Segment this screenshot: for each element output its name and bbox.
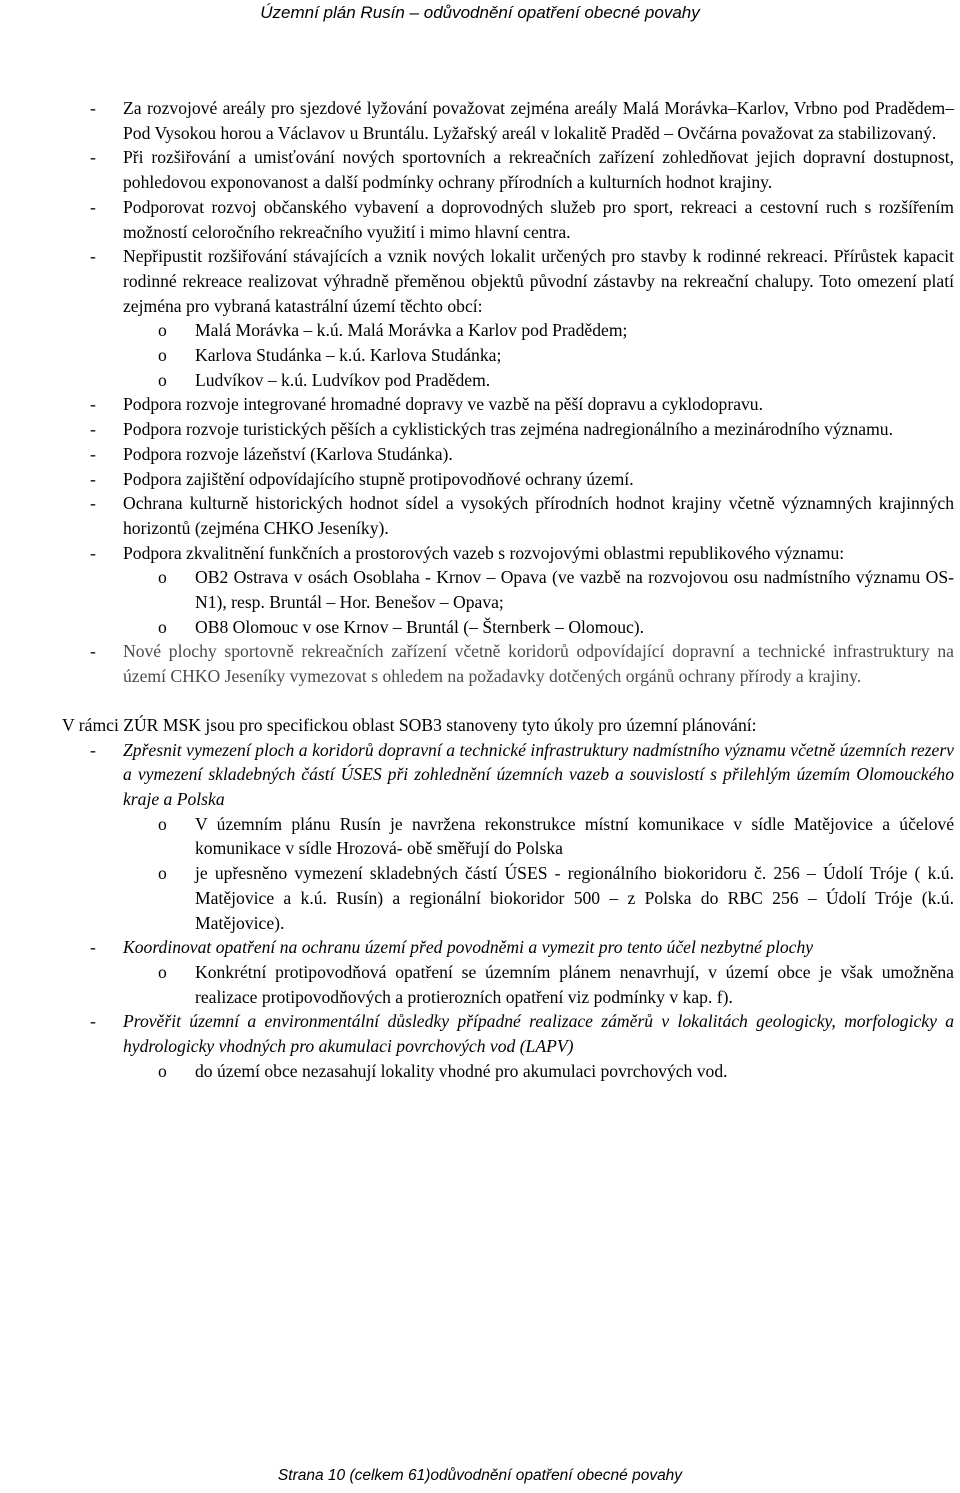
dash-marker: -: [90, 937, 96, 958]
sub-item: [62, 318, 954, 343]
task-item: [62, 738, 954, 812]
item-text: Nepřipustit rozšiřování stávajících a vznik nových lokalit určených pro stavby k rodinné rekreaci. Přírůstek kapacit rodinné rekreace realizovat výhradně přeměnou objektů původní zástavby na rekreační chalupy. Toto omezení platí zejména pro vybraná katastrální území těchto obcí:: [123, 246, 954, 316]
dash-marker: -: [90, 443, 96, 464]
sub-item-text: V územním plánu Rusín je navržena rekonstrukce místní komunikace v sídle Matějovice a účelové komunikace v sídle Hrozová- obě směřují do Polska: [195, 813, 954, 859]
sub-item-text: do území obce nezasahují lokality vhodné pro akumulaci povrchových vod.: [195, 1060, 728, 1081]
item-text: Při rozšiřování a umisťování nových sportovních a rekreačních zařízení zohledňovat jejich dopravní dostupnost, pohledovou exponovanost a další podmínky ochrany přírodních a kulturních hodnot krajiny.: [123, 147, 954, 193]
list-item: [62, 467, 954, 492]
sub-item-text: OB2 Ostrava v osách Osoblaha - Krnov – Opava (ve vazbě na rozvojovou osu nadmístního významu OS-N1), resp. Bruntál – Hor. Benešov – Opava;: [195, 567, 954, 613]
sub-item-text: OB8 Olomouc v ose Krnov – Bruntál (– Šternberk – Olomouc).: [195, 616, 645, 637]
item-text: Podpora rozvoje turistických pěších a cyklistických tras zejména nadregionálního a mezinárodního významu.: [123, 419, 893, 440]
list-item: [62, 244, 954, 318]
item-text: Nové plochy sportovně rekreačních zařízení včetně koridorů odpovídající dopravní a technické infrastruktury na území CHKO Jeseníky vymezovat s ohledem na požadavky dotčených orgánů ochrany přírody a krajiny.: [123, 641, 954, 687]
sub-item: [62, 615, 954, 640]
document-body: [62, 96, 954, 1083]
item-text: Za rozvojové areály pro sjezdové lyžování považovat zejména areály Malá Morávka–Karlov, Vrbno pod Pradědem–Pod Vysokou horou a Václavov u Bruntálu. Lyžařský areál v lokalitě Praděd – Ovčárna považovat za stabilizovaný.: [123, 98, 954, 143]
sub-item-text: Konkrétní protipovodňová opatření se územním plánem nenavrhují, v území obce je však umožněna realizace protipovodňových a protierozních opatření viz podmínky v kap. f).: [195, 961, 954, 1007]
sub-item: [62, 565, 954, 614]
bullet-marker: o: [158, 863, 167, 884]
bullet-marker: o: [158, 961, 167, 982]
sub-item: [62, 960, 954, 1009]
dash-marker: -: [90, 641, 96, 662]
section-intro: V rámci ZÚR MSK jsou pro specifickou oblast SOB3 stanoveny tyto úkoly pro územní plánování:: [62, 714, 757, 735]
item-text: Podporovat rozvoj občanského vybavení a doprovodných služeb pro sport, rekreaci a cestovní ruch s rozšířením možností celoročního rekreačního využití i mimo hlavní centra.: [123, 196, 954, 242]
list-item: [62, 145, 954, 194]
item-text: Podpora rozvoje lázeňství (Karlova Studánka).: [123, 443, 453, 464]
dash-marker: -: [90, 542, 96, 563]
sub-item: [62, 368, 954, 393]
list-item: [62, 417, 954, 442]
list-item: [62, 392, 954, 417]
sub-item: [62, 1059, 954, 1084]
sub-item-text: Karlova Studánka – k.ú. Karlova Studánka;: [195, 345, 502, 366]
task-text: Prověřit územní a environmentální důsledky případné realizace záměrů v lokalitách geologicky, morfologicky a hydrologicky vhodných pro akumulaci povrchových vod (LAPV): [123, 1011, 954, 1057]
dash-marker: -: [90, 196, 96, 217]
list-item: [62, 96, 954, 145]
list-item: [62, 442, 954, 467]
dash-marker: -: [90, 246, 96, 267]
sub-item-text: Ludvíkov – k.ú. Ludvíkov pod Pradědem.: [195, 369, 491, 390]
bullet-marker: o: [158, 813, 167, 834]
dash-marker: -: [90, 98, 96, 118]
list-item: [62, 541, 954, 566]
sub-item: [62, 861, 954, 935]
bullet-marker: o: [158, 320, 167, 341]
list-item: [62, 195, 954, 244]
dash-marker: -: [90, 468, 96, 489]
page-footer: Strana 10 (celkem 61)odůvodnění opatření obecné povahy: [277, 1467, 683, 1484]
task-item: [62, 935, 954, 960]
dash-marker: -: [90, 493, 96, 514]
dash-marker: -: [90, 147, 96, 168]
sub-item-text: je upřesněno vymezení skladebných částí ÚSES - regionálního biokoridoru č. 256 – Údolí Tróje ( k.ú. Matějovice a k.ú. Rusín) a regionální biokoridor 500 – z Polska do RBC 256 – Údolí Tróje (k.ú. Matějovice).: [195, 863, 954, 933]
bullet-marker: o: [158, 1060, 167, 1081]
list-item: [62, 491, 954, 540]
task-text: Koordinovat opatření na ochranu území před povodněmi a vymezit pro tento účel nezbytné plochy: [123, 937, 814, 958]
sub-item: [62, 343, 954, 368]
bullet-marker: o: [158, 567, 167, 588]
item-text: Ochrana kulturně historických hodnot sídel a vysokých přírodních hodnot krajiny včetně významných krajinných horizontů (zejména CHKO Jeseníky).: [123, 493, 954, 538]
task-text: Zpřesnit vymezení ploch a koridorů dopravní a technické infrastruktury nadmístního významu včetně územních rezerv a vymezení skladebných částí ÚSES při zohlednění územních vazeb a souvislostí s přilehlým územím Olomouckého kraje a Polska: [123, 739, 954, 809]
list-item: [62, 639, 954, 688]
item-text: Podpora zkvalitnění funkčních a prostorových vazeb s rozvojovými oblastmi republikového významu:: [123, 542, 845, 563]
sub-item: [62, 812, 954, 861]
dash-marker: -: [90, 419, 96, 440]
page-header: Územní plán Rusín – odůvodnění opatření obecné povahy: [260, 3, 700, 22]
dash-marker: -: [90, 739, 96, 760]
bullet-marker: o: [158, 616, 167, 637]
bullet-marker: o: [158, 345, 167, 366]
task-item: [62, 1009, 954, 1058]
item-text: Podpora zajištění odpovídajícího stupně protipovodňové ochrany území.: [123, 468, 634, 489]
dash-marker: -: [90, 1011, 96, 1032]
sub-item-text: Malá Morávka – k.ú. Malá Morávka a Karlov pod Pradědem;: [195, 320, 628, 341]
item-text: Podpora rozvoje integrované hromadné dopravy ve vazbě na pěší dopravu a cyklodopravu.: [123, 394, 763, 415]
bullet-marker: o: [158, 369, 167, 390]
dash-marker: -: [90, 394, 96, 415]
